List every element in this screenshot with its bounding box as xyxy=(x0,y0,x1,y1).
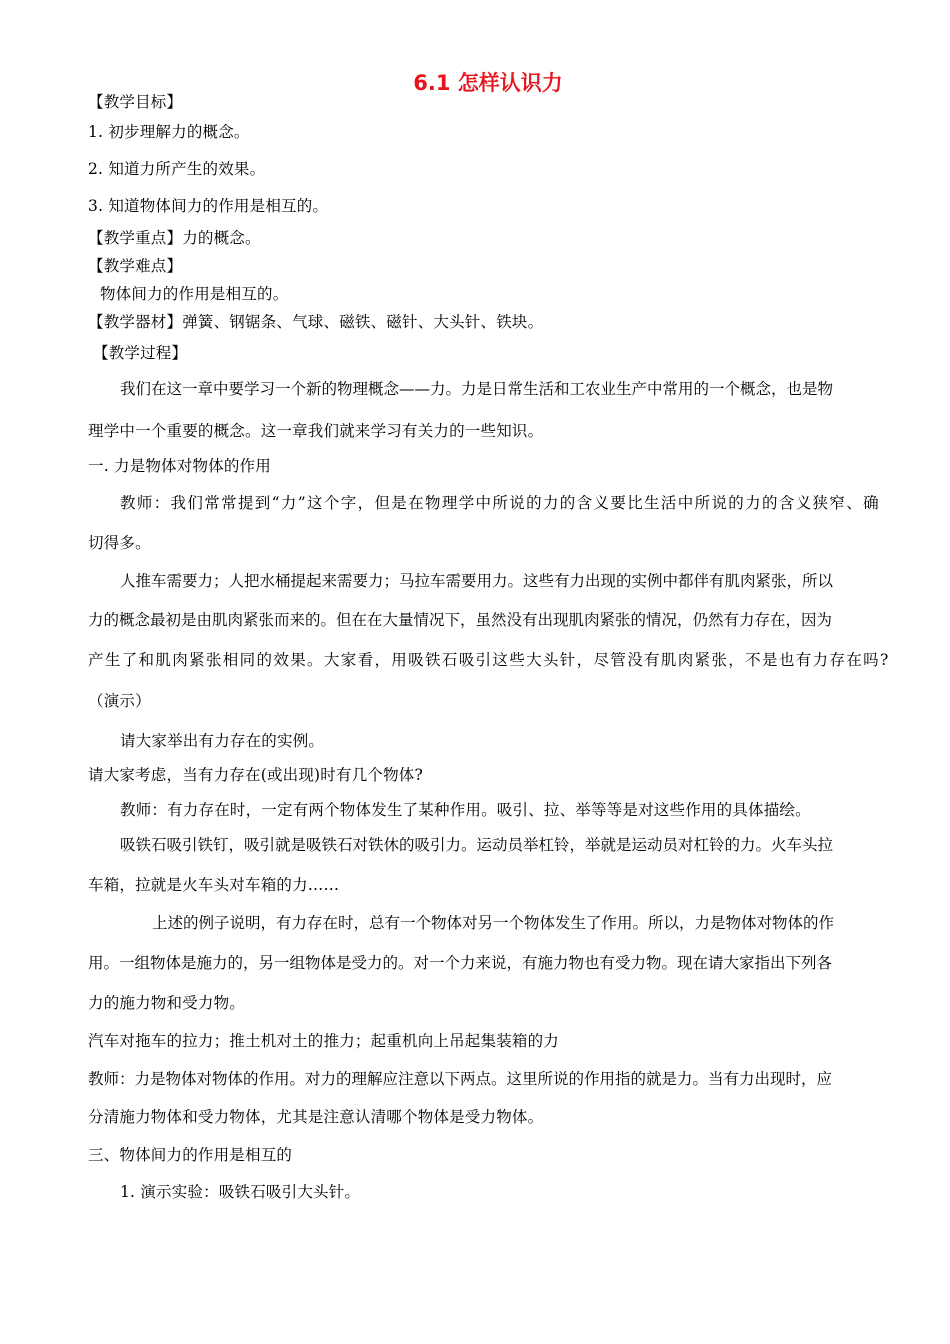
section-equipment: 【教学器材】弹簧、钢锯条、气球、磁铁、磁针、大头针、铁块。 xyxy=(88,313,544,331)
paragraph-line: 分清施力物体和受力物体，尤其是注意认清哪个物体是受力物体。 xyxy=(88,1108,544,1126)
section-heading-difficulty: 【教学难点】 xyxy=(88,257,183,275)
subsection-heading: 三、物体间力的作用是相互的 xyxy=(88,1146,293,1164)
paragraph-line: 吸铁石吸引铁钉，吸引就是吸铁石对铁休的吸引力。运动员举杠铃，举就是运动员对杠铃的力。火车头拉 xyxy=(120,836,834,854)
objective-item-2: 2. 知道力所产生的效果。 xyxy=(88,160,266,178)
paragraph-line: 理学中一个重要的概念。这一章我们就来学习有关力的一些知识。 xyxy=(88,422,544,440)
paragraph-line: 用。一组物体是施力的，另一组物体是受力的。对一个力来说，有施力物也有受力物。现在请大家指出下列各 xyxy=(88,954,833,972)
difficulty-text: 物体间力的作用是相互的。 xyxy=(100,285,289,303)
objective-item-3: 3. 知道物体间力的作用是相互的。 xyxy=(88,197,329,215)
section-heading-process: 【教学过程】 xyxy=(93,344,188,362)
demo-note: （演示） xyxy=(88,692,151,710)
paragraph-line: 切得多。 xyxy=(88,534,151,552)
section-key-point: 【教学重点】力的概念。 xyxy=(88,229,261,247)
paragraph-line: 力的施力物和受力物。 xyxy=(88,994,246,1012)
paragraph-line: 教师：我们常常提到“力”这个字，但是在物理学中所说的力的含义要比生活中所说的力的含义狭窄、确 xyxy=(120,494,880,512)
subsection-heading: 一. 力是物体对物体的作用 xyxy=(88,457,271,475)
document-title: 6.1 怎样认识力 xyxy=(413,71,563,95)
paragraph-line: 车箱，拉就是火车头对车箱的力…… xyxy=(88,876,340,894)
paragraph-line: 上述的例子说明，有力存在时，总有一个物体对另一个物体发生了作用。所以，力是物体对物体的作 xyxy=(152,914,835,932)
paragraph-line: 产生了和肌肉紧张相同的效果。大家看，用吸铁石吸引这些大头针，尽管没有肌肉紧张，不是也有力存在吗? xyxy=(88,651,890,669)
paragraph-line: 我们在这一章中要学习一个新的物理概念——力。力是日常生活和工农业生产中常用的一个概念，也是物 xyxy=(120,380,834,398)
paragraph-line: 请大家考虑，当有力存在(或出现)时有几个物体? xyxy=(88,766,424,784)
list-item: 1. 演示实验：吸铁石吸引大头针。 xyxy=(120,1183,361,1201)
paragraph-line: 教师：力是物体对物体的作用。对力的理解应注意以下两点。这里所说的作用指的就是力。当有力出现时，应 xyxy=(88,1070,833,1088)
paragraph-line: 汽车对拖车的拉力；推土机对土的推力；起重机向上吊起集装箱的力 xyxy=(88,1032,560,1050)
paragraph-line: 教师：有力存在时，一定有两个物体发生了某种作用。吸引、拉、举等等是对这些作用的具体描绘。 xyxy=(120,801,811,819)
paragraph-line: 力的概念最初是由肌肉紧张而来的。但在在大量情况下，虽然没有出现肌肉紧张的情况，仍然有力存在，因为 xyxy=(88,611,833,629)
section-heading-objectives: 【教学目标】 xyxy=(88,93,183,111)
paragraph-line: 人推车需要力；人把水桶提起来需要力；马拉车需要用力。这些有力出现的实例中都伴有肌肉紧张，所以 xyxy=(120,572,834,590)
paragraph-line: 请大家举出有力存在的实例。 xyxy=(120,732,325,750)
objective-item-1: 1. 初步理解力的概念。 xyxy=(88,123,250,141)
